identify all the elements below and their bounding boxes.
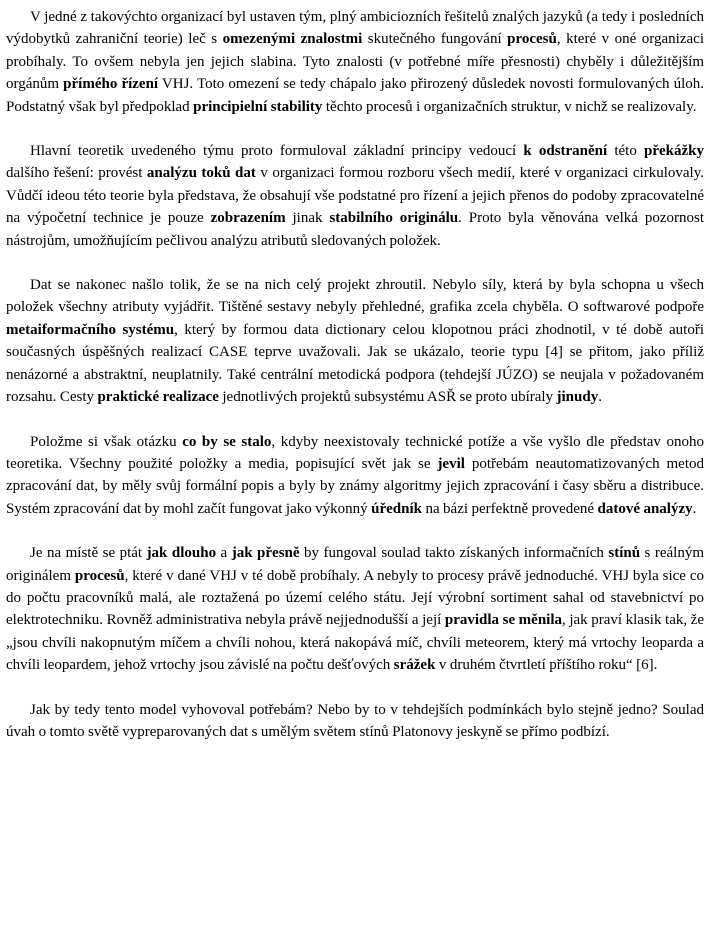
emphasis: analýzu toků dat — [146, 165, 256, 182]
emphasis: stabilního originálu — [329, 210, 459, 227]
emphasis: překážky — [644, 143, 704, 160]
emphasis: srážek — [393, 657, 436, 674]
emphasis: praktické realizace — [97, 389, 219, 406]
emphasis: úředník — [371, 500, 422, 517]
paragraph-4: Položme si však otázku co by se stalo, kdyby neexistovaly technické potíže a vše vyšlo dle představ onoho teoretika. Všechny použité položky a media, popisující svět jak se jevil potřebám neautomatizovaných metod zpracování dat, by měly svůj formální popis a byly by známy algoritmy jejich zpracování i časy sběru a distribuce. Systém zpracování dat by mohl začít fungovat jako výkonný úředník na bázi perfektně provedené datové analýzy. — [6, 433, 704, 517]
emphasis: principielní stability — [193, 98, 323, 115]
paragraph-3: Dat se nakonec našlo tolik, že se na nich celý projekt zhroutil. Nebylo síly, která by byla schopna u všech položek všechny atributy vyjádřit. Tištěné sestavy nebyly přehledné, grafika zcela chyběla. O softwarové podpoře metaiformačního systému, který by formou data dictionary celou klopotnou práci zhodnotil, v té době autoři současných úspěšných realizací CASE teprve uvažovali. Jak se ukázalo, teorie typu [4] se přitom, jako příliž nenázorné a abstraktní, neuplatnily. Také centrální metodická podpora (tehdejší JÚZO) se neujala v požadovaném rozsahu. Cesty praktické realizace jednotlivých projektů subsystému ASŘ se proto ubíraly jinudy. — [6, 277, 704, 406]
emphasis: pravidla se měnila — [444, 612, 563, 629]
paragraph-1: V jedné z takovýchto organizací byl ustaven tým, plný ambiciozních řešitelů znalých jazyků (a tedy i posledních výdobytků zahraniční teorie) leč s omezenými znalostmi skutečného fungování procesů, které v oné organizaci probíhaly. To ovšem nebyla jen jejich slabina. Tyto znalosti (v potřebné míře přesnosti) chyběly i důležitějším orgánům přímého řízení VHJ. Toto omezení se tedy chápalo jako přirozený důsledek novosti formulovaných úloh. Podstatný však byl předpoklad principielní stability těchto procesů i organizačních struktur, v nichž se realizovaly. — [6, 9, 705, 115]
emphasis: zobrazením — [210, 210, 286, 227]
emphasis: procesů — [74, 567, 125, 584]
emphasis: přímého řízení — [63, 76, 159, 93]
emphasis: k odstranění — [523, 143, 608, 160]
emphasis: metaiformačního systému — [6, 321, 175, 338]
paragraph-5: Je na místě se ptát jak dlouho a jak přesně by fungoval soulad takto získaných informačních stínů s reálným originálem procesů, které v dané VHJ v té době probíhaly. A nebyly to procesy právě jednoduché. VHJ byla sice co do počtu pracovníků malá, ale roztažená po území celého státu. Její výrobní sortiment sahal od stavebnictví po elektrotechniku. Rovněž administrativa nebyla právě nejjednodušší a její pravidla se měnila, jak praví klasik tak, že „jsou chvíli nakopnutým míčem a chvíli nohou, která nakopává míč, chvíli meteorem, který má vrtochy leoparda a chvíli leopardem, jehož vrtochy jsou závislé na počtu dešťových srážek v druhém čtvrtletí příštího roku“ [6]. — [6, 545, 704, 674]
emphasis: jinudy — [556, 389, 599, 406]
emphasis: jevil — [437, 455, 465, 472]
emphasis: stínů — [608, 545, 641, 562]
emphasis: co by se stalo — [182, 433, 272, 450]
emphasis: jak dlouho — [146, 545, 217, 562]
paragraph-2: Hlavní teoretik uvedeného týmu proto formuloval základní principy vedoucí k odstranění této překážky dalšího řešení: provést analýzu toků dat v organizaci formou rozboru všech medií, které v organizaci cirkulovaly. Vůdčí ideou této teorie byla představa, že obsahují vše podstatné pro řízení a jejich přenos do podoby zpracovatelné na výpočetní technice je pouze zobrazením jinak stabilního originálu. Proto byla věnována velká pozornost nástrojům, umožňujícím pečlivou analýzu atributů sledovaných položek. — [6, 143, 704, 249]
emphasis: jak přesně — [231, 545, 300, 562]
emphasis: procesů — [507, 31, 557, 48]
paragraph-6: Jak by tedy tento model vyhovoval potřebám? Nebo by to v tehdejších podmínkách bylo stejně jedno? Soulad úvah o tomto světě vypreparovaných dat s umělým světem stínů Platonovy jeskyně se přímo podbízí. — [6, 701, 704, 740]
emphasis: omezenými znalostmi — [222, 31, 363, 48]
emphasis: datové analýzy — [597, 500, 693, 517]
